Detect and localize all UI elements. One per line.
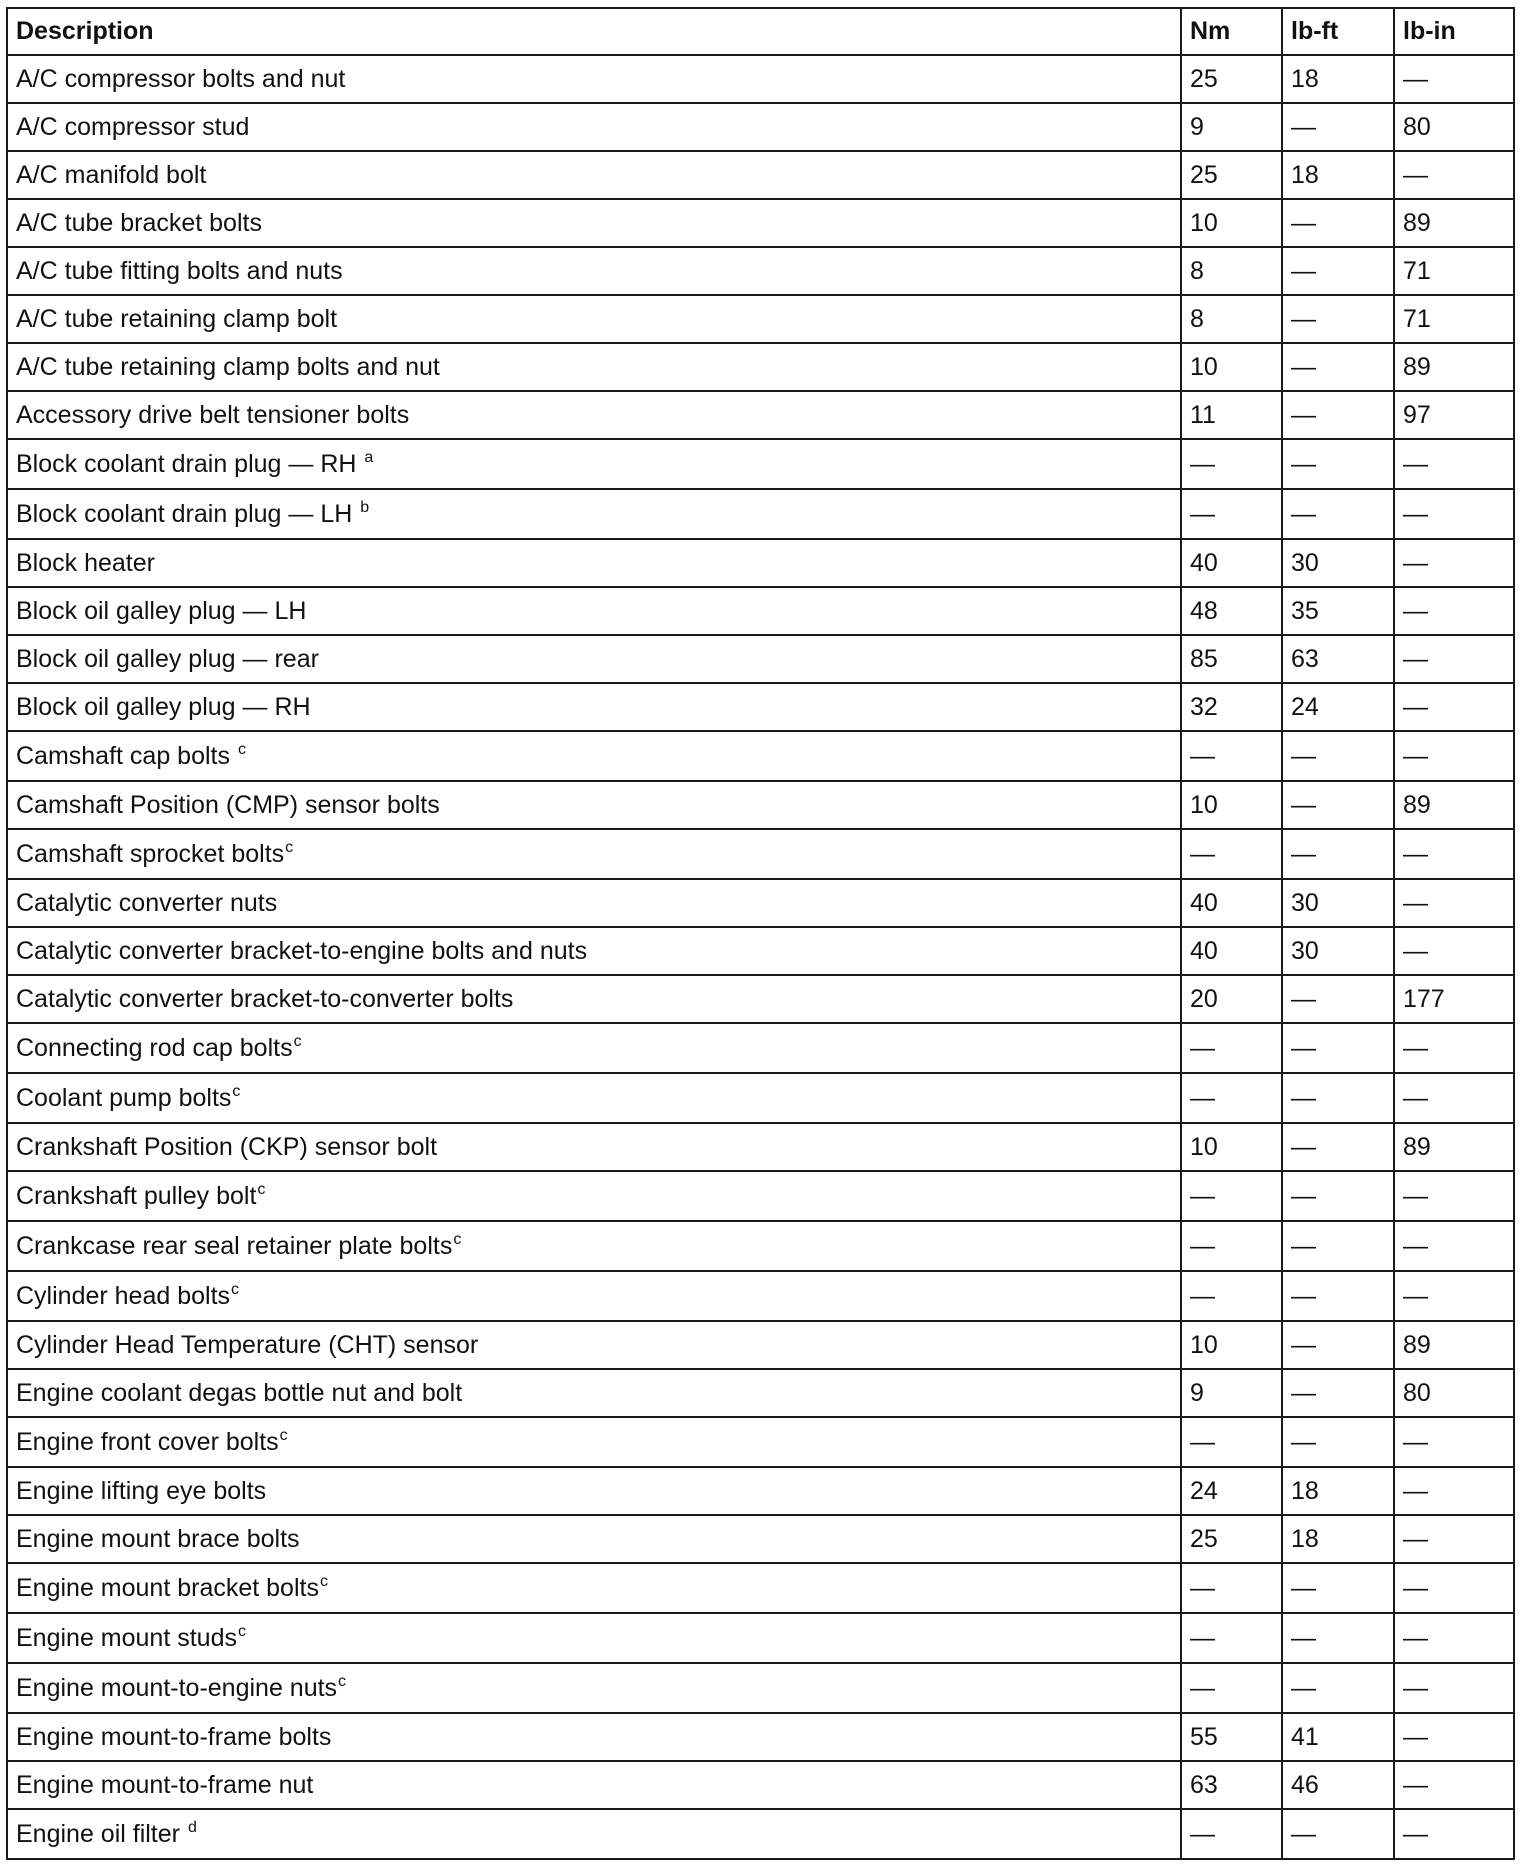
footnote-marker: c bbox=[237, 1622, 246, 1640]
lb-in-cell: — bbox=[1394, 1515, 1514, 1563]
lb-in-cell: — bbox=[1394, 1171, 1514, 1221]
description-cell bbox=[7, 781, 1181, 829]
lb-ft-cell: 18 bbox=[1282, 55, 1394, 103]
description-cell bbox=[7, 731, 1181, 781]
description-cell bbox=[7, 927, 1181, 975]
description-cell bbox=[7, 539, 1181, 587]
description-cell bbox=[7, 683, 1181, 731]
footnote-marker: d bbox=[187, 1818, 197, 1836]
table-row bbox=[7, 1713, 1514, 1761]
lb-ft-cell: 18 bbox=[1282, 1515, 1394, 1563]
description-cell bbox=[7, 343, 1181, 391]
nm-cell: 11 bbox=[1181, 391, 1282, 439]
lb-in-cell: 71 bbox=[1394, 295, 1514, 343]
lb-ft-cell: — bbox=[1282, 1023, 1394, 1073]
description-cell bbox=[7, 975, 1181, 1023]
lb-ft-cell: 30 bbox=[1282, 879, 1394, 927]
description-text: Camshaft sprocket bolts bbox=[16, 839, 285, 868]
description-cell bbox=[7, 1663, 1181, 1713]
description-text: Engine front cover bolts bbox=[16, 1427, 279, 1456]
description-cell bbox=[7, 1073, 1181, 1123]
nm-cell: 9 bbox=[1181, 1369, 1282, 1417]
description-cell bbox=[7, 879, 1181, 927]
lb-in-cell: — bbox=[1394, 1761, 1514, 1809]
lb-ft-cell: — bbox=[1282, 1271, 1394, 1321]
lb-ft-cell: — bbox=[1282, 343, 1394, 391]
lb-ft-cell: — bbox=[1282, 1369, 1394, 1417]
description-text: Block oil galley plug — LH bbox=[16, 596, 307, 625]
nm-cell: 55 bbox=[1181, 1713, 1282, 1761]
lb-ft-cell: 63 bbox=[1282, 635, 1394, 683]
description-cell bbox=[7, 635, 1181, 683]
lb-in-cell: 177 bbox=[1394, 975, 1514, 1023]
lb-in-cell: — bbox=[1394, 879, 1514, 927]
lb-in-cell: 89 bbox=[1394, 343, 1514, 391]
nm-cell: 8 bbox=[1181, 247, 1282, 295]
lb-ft-cell: — bbox=[1282, 1563, 1394, 1613]
description-cell bbox=[7, 247, 1181, 295]
lb-in-cell: — bbox=[1394, 1417, 1514, 1467]
nm-cell: 25 bbox=[1181, 1515, 1282, 1563]
lb-in-cell: 80 bbox=[1394, 1369, 1514, 1417]
description-text: A/C tube fitting bolts and nuts bbox=[16, 256, 343, 285]
footnote-marker: c bbox=[257, 1180, 266, 1198]
lb-ft-cell: 30 bbox=[1282, 539, 1394, 587]
table-row bbox=[7, 391, 1514, 439]
table-row bbox=[7, 781, 1514, 829]
description-text: Camshaft Position (CMP) sensor bolts bbox=[16, 790, 440, 819]
lb-ft-cell: — bbox=[1282, 829, 1394, 879]
table-row bbox=[7, 539, 1514, 587]
description-cell bbox=[7, 1321, 1181, 1369]
lb-ft-cell: — bbox=[1282, 1417, 1394, 1467]
description-cell bbox=[7, 103, 1181, 151]
table-row bbox=[7, 975, 1514, 1023]
lb-ft-cell: — bbox=[1282, 489, 1394, 539]
description-cell bbox=[7, 587, 1181, 635]
lb-ft-cell: 18 bbox=[1282, 151, 1394, 199]
nm-cell: 40 bbox=[1181, 879, 1282, 927]
lb-in-cell: — bbox=[1394, 1809, 1514, 1859]
description-text: Block coolant drain plug — RH bbox=[16, 449, 364, 478]
nm-cell: — bbox=[1181, 1563, 1282, 1613]
footnote-marker: c bbox=[453, 1230, 462, 1248]
description-text: A/C tube bracket bolts bbox=[16, 208, 262, 237]
description-text: A/C tube retaining clamp bolts and nut bbox=[16, 352, 440, 381]
description-cell bbox=[7, 295, 1181, 343]
lb-in-cell: — bbox=[1394, 1023, 1514, 1073]
nm-cell: — bbox=[1181, 829, 1282, 879]
lb-in-cell: — bbox=[1394, 927, 1514, 975]
header-lb-ft: lb-ft bbox=[1282, 8, 1394, 55]
description-text: Engine mount-to-frame bolts bbox=[16, 1722, 332, 1751]
description-text: Coolant pump bolts bbox=[16, 1083, 232, 1112]
description-cell bbox=[7, 1023, 1181, 1073]
footnote-marker: c bbox=[338, 1672, 347, 1690]
nm-cell: 20 bbox=[1181, 975, 1282, 1023]
description-text: Engine coolant degas bottle nut and bolt bbox=[16, 1378, 463, 1407]
description-text: Block coolant drain plug — LH bbox=[16, 499, 360, 528]
nm-cell: 10 bbox=[1181, 1123, 1282, 1171]
table-row bbox=[7, 731, 1514, 781]
table-row bbox=[7, 1467, 1514, 1515]
description-text: Engine mount studs bbox=[16, 1623, 237, 1652]
description-cell bbox=[7, 1467, 1181, 1515]
table-row bbox=[7, 879, 1514, 927]
description-text: Engine lifting eye bolts bbox=[16, 1476, 267, 1505]
lb-in-cell: 89 bbox=[1394, 1123, 1514, 1171]
table-row bbox=[7, 1123, 1514, 1171]
lb-ft-cell: 24 bbox=[1282, 683, 1394, 731]
footnote-marker: c bbox=[232, 1082, 241, 1100]
table-row bbox=[7, 151, 1514, 199]
description-cell bbox=[7, 1563, 1181, 1613]
description-cell bbox=[7, 55, 1181, 103]
lb-ft-cell: — bbox=[1282, 1073, 1394, 1123]
lb-in-cell: — bbox=[1394, 55, 1514, 103]
footnote-marker: c bbox=[285, 838, 294, 856]
lb-in-cell: 97 bbox=[1394, 391, 1514, 439]
header-row bbox=[7, 8, 1514, 55]
description-cell bbox=[7, 1123, 1181, 1171]
lb-ft-cell: — bbox=[1282, 1171, 1394, 1221]
table-row bbox=[7, 1369, 1514, 1417]
lb-in-cell: 80 bbox=[1394, 103, 1514, 151]
table-row bbox=[7, 1171, 1514, 1221]
table-row bbox=[7, 1761, 1514, 1809]
table-row bbox=[7, 1515, 1514, 1563]
description-cell bbox=[7, 1221, 1181, 1271]
description-text: Camshaft cap bolts bbox=[16, 741, 237, 770]
footnote-marker: a bbox=[364, 448, 374, 466]
nm-cell: 85 bbox=[1181, 635, 1282, 683]
table-row bbox=[7, 247, 1514, 295]
description-cell bbox=[7, 1271, 1181, 1321]
torque-spec-table bbox=[6, 7, 1515, 1860]
lb-in-cell: 89 bbox=[1394, 1321, 1514, 1369]
header-description: Description bbox=[7, 8, 1181, 55]
table-row bbox=[7, 1023, 1514, 1073]
nm-cell: 40 bbox=[1181, 927, 1282, 975]
footnote-marker: c bbox=[231, 1280, 240, 1298]
table-row bbox=[7, 1221, 1514, 1271]
description-text: A/C compressor bolts and nut bbox=[16, 64, 346, 93]
description-text: Catalytic converter nuts bbox=[16, 888, 278, 917]
nm-cell: 9 bbox=[1181, 103, 1282, 151]
table-row bbox=[7, 295, 1514, 343]
lb-ft-cell: 46 bbox=[1282, 1761, 1394, 1809]
table-row bbox=[7, 1073, 1514, 1123]
lb-ft-cell: — bbox=[1282, 439, 1394, 489]
nm-cell: — bbox=[1181, 1171, 1282, 1221]
nm-cell: — bbox=[1181, 439, 1282, 489]
lb-in-cell: 71 bbox=[1394, 247, 1514, 295]
description-text: Engine mount-to-frame nut bbox=[16, 1770, 314, 1799]
description-cell bbox=[7, 489, 1181, 539]
lb-in-cell: — bbox=[1394, 1663, 1514, 1713]
lb-ft-cell: — bbox=[1282, 1321, 1394, 1369]
description-text: A/C manifold bolt bbox=[16, 160, 207, 189]
description-text: Cylinder Head Temperature (CHT) sensor bbox=[16, 1330, 479, 1359]
lb-in-cell: — bbox=[1394, 439, 1514, 489]
lb-in-cell: — bbox=[1394, 635, 1514, 683]
table-row bbox=[7, 1271, 1514, 1321]
lb-in-cell: — bbox=[1394, 683, 1514, 731]
nm-cell: 24 bbox=[1181, 1467, 1282, 1515]
nm-cell: 8 bbox=[1181, 295, 1282, 343]
description-text: Connecting rod cap bolts bbox=[16, 1033, 293, 1062]
nm-cell: — bbox=[1181, 731, 1282, 781]
table-row bbox=[7, 1321, 1514, 1369]
description-text: Block heater bbox=[16, 548, 155, 577]
nm-cell: 10 bbox=[1181, 343, 1282, 391]
lb-ft-cell: 18 bbox=[1282, 1467, 1394, 1515]
nm-cell: — bbox=[1181, 1809, 1282, 1859]
lb-ft-cell: 30 bbox=[1282, 927, 1394, 975]
header-nm: Nm bbox=[1181, 8, 1282, 55]
lb-ft-cell: 35 bbox=[1282, 587, 1394, 635]
nm-cell: 63 bbox=[1181, 1761, 1282, 1809]
footnote-marker: c bbox=[237, 740, 246, 758]
description-cell bbox=[7, 1171, 1181, 1221]
lb-ft-cell: — bbox=[1282, 1221, 1394, 1271]
description-text: Block oil galley plug — rear bbox=[16, 644, 319, 673]
description-cell bbox=[7, 1613, 1181, 1663]
footnote-marker: c bbox=[279, 1426, 288, 1444]
description-text: A/C tube retaining clamp bolt bbox=[16, 304, 338, 333]
nm-cell: — bbox=[1181, 489, 1282, 539]
nm-cell: 10 bbox=[1181, 199, 1282, 247]
lb-in-cell: — bbox=[1394, 1613, 1514, 1663]
description-cell bbox=[7, 151, 1181, 199]
lb-in-cell: — bbox=[1394, 1563, 1514, 1613]
lb-in-cell: — bbox=[1394, 151, 1514, 199]
nm-cell: 10 bbox=[1181, 1321, 1282, 1369]
lb-in-cell: — bbox=[1394, 1221, 1514, 1271]
lb-ft-cell: 41 bbox=[1282, 1713, 1394, 1761]
header-lb-in: lb-in bbox=[1394, 8, 1514, 55]
description-text: Engine oil filter bbox=[16, 1819, 187, 1848]
description-cell bbox=[7, 1713, 1181, 1761]
table-row bbox=[7, 103, 1514, 151]
nm-cell: 25 bbox=[1181, 151, 1282, 199]
nm-cell: — bbox=[1181, 1663, 1282, 1713]
lb-in-cell: — bbox=[1394, 731, 1514, 781]
table-row bbox=[7, 1613, 1514, 1663]
lb-ft-cell: — bbox=[1282, 1613, 1394, 1663]
description-cell bbox=[7, 1369, 1181, 1417]
description-cell bbox=[7, 199, 1181, 247]
lb-ft-cell: — bbox=[1282, 103, 1394, 151]
description-cell bbox=[7, 829, 1181, 879]
table-row bbox=[7, 439, 1514, 489]
description-text: Catalytic converter bracket-to-engine bolts and nuts bbox=[16, 936, 588, 965]
table-row bbox=[7, 1563, 1514, 1613]
nm-cell: — bbox=[1181, 1023, 1282, 1073]
nm-cell: 48 bbox=[1181, 587, 1282, 635]
nm-cell: — bbox=[1181, 1613, 1282, 1663]
table-row bbox=[7, 55, 1514, 103]
lb-in-cell: — bbox=[1394, 539, 1514, 587]
table-body bbox=[7, 55, 1514, 1859]
nm-cell: 40 bbox=[1181, 539, 1282, 587]
lb-ft-cell: — bbox=[1282, 1123, 1394, 1171]
table-row bbox=[7, 343, 1514, 391]
lb-in-cell: — bbox=[1394, 1713, 1514, 1761]
table-row bbox=[7, 1417, 1514, 1467]
lb-ft-cell: — bbox=[1282, 247, 1394, 295]
description-text: Cylinder head bolts bbox=[16, 1281, 231, 1310]
description-cell bbox=[7, 439, 1181, 489]
footnote-marker: b bbox=[360, 498, 370, 516]
table-row bbox=[7, 927, 1514, 975]
lb-ft-cell: — bbox=[1282, 781, 1394, 829]
description-cell bbox=[7, 1417, 1181, 1467]
lb-in-cell: — bbox=[1394, 1073, 1514, 1123]
lb-ft-cell: — bbox=[1282, 295, 1394, 343]
nm-cell: — bbox=[1181, 1073, 1282, 1123]
lb-in-cell: — bbox=[1394, 1271, 1514, 1321]
lb-ft-cell: — bbox=[1282, 391, 1394, 439]
description-text: Engine mount-to-engine nuts bbox=[16, 1673, 338, 1702]
description-text: Crankcase rear seal retainer plate bolts bbox=[16, 1231, 453, 1260]
lb-ft-cell: — bbox=[1282, 199, 1394, 247]
footnote-marker: c bbox=[293, 1032, 302, 1050]
lb-in-cell: — bbox=[1394, 489, 1514, 539]
table-row bbox=[7, 829, 1514, 879]
lb-in-cell: — bbox=[1394, 829, 1514, 879]
nm-cell: 32 bbox=[1181, 683, 1282, 731]
table-row bbox=[7, 587, 1514, 635]
table-header bbox=[7, 8, 1514, 55]
table-row bbox=[7, 489, 1514, 539]
lb-ft-cell: — bbox=[1282, 1663, 1394, 1713]
lb-in-cell: — bbox=[1394, 1467, 1514, 1515]
description-text: Catalytic converter bracket-to-converter bolts bbox=[16, 984, 514, 1013]
table-row bbox=[7, 635, 1514, 683]
description-text: Engine mount bracket bolts bbox=[16, 1573, 319, 1602]
table-row bbox=[7, 199, 1514, 247]
nm-cell: — bbox=[1181, 1417, 1282, 1467]
description-text: Crankshaft pulley bolt bbox=[16, 1181, 257, 1210]
description-text: Engine mount brace bolts bbox=[16, 1524, 300, 1553]
table-row bbox=[7, 1809, 1514, 1859]
table-row bbox=[7, 683, 1514, 731]
description-cell bbox=[7, 391, 1181, 439]
description-text: A/C compressor stud bbox=[16, 112, 250, 141]
description-cell bbox=[7, 1809, 1181, 1859]
footnote-marker: c bbox=[319, 1572, 328, 1590]
description-text: Accessory drive belt tensioner bolts bbox=[16, 400, 410, 429]
lb-ft-cell: — bbox=[1282, 731, 1394, 781]
nm-cell: 25 bbox=[1181, 55, 1282, 103]
lb-ft-cell: — bbox=[1282, 1809, 1394, 1859]
description-text: Block oil galley plug — RH bbox=[16, 692, 311, 721]
lb-ft-cell: — bbox=[1282, 975, 1394, 1023]
lb-in-cell: 89 bbox=[1394, 781, 1514, 829]
description-cell bbox=[7, 1515, 1181, 1563]
nm-cell: 10 bbox=[1181, 781, 1282, 829]
lb-in-cell: 89 bbox=[1394, 199, 1514, 247]
table-row bbox=[7, 1663, 1514, 1713]
lb-in-cell: — bbox=[1394, 587, 1514, 635]
nm-cell: — bbox=[1181, 1221, 1282, 1271]
description-text: Crankshaft Position (CKP) sensor bolt bbox=[16, 1132, 438, 1161]
description-cell bbox=[7, 1761, 1181, 1809]
nm-cell: — bbox=[1181, 1271, 1282, 1321]
